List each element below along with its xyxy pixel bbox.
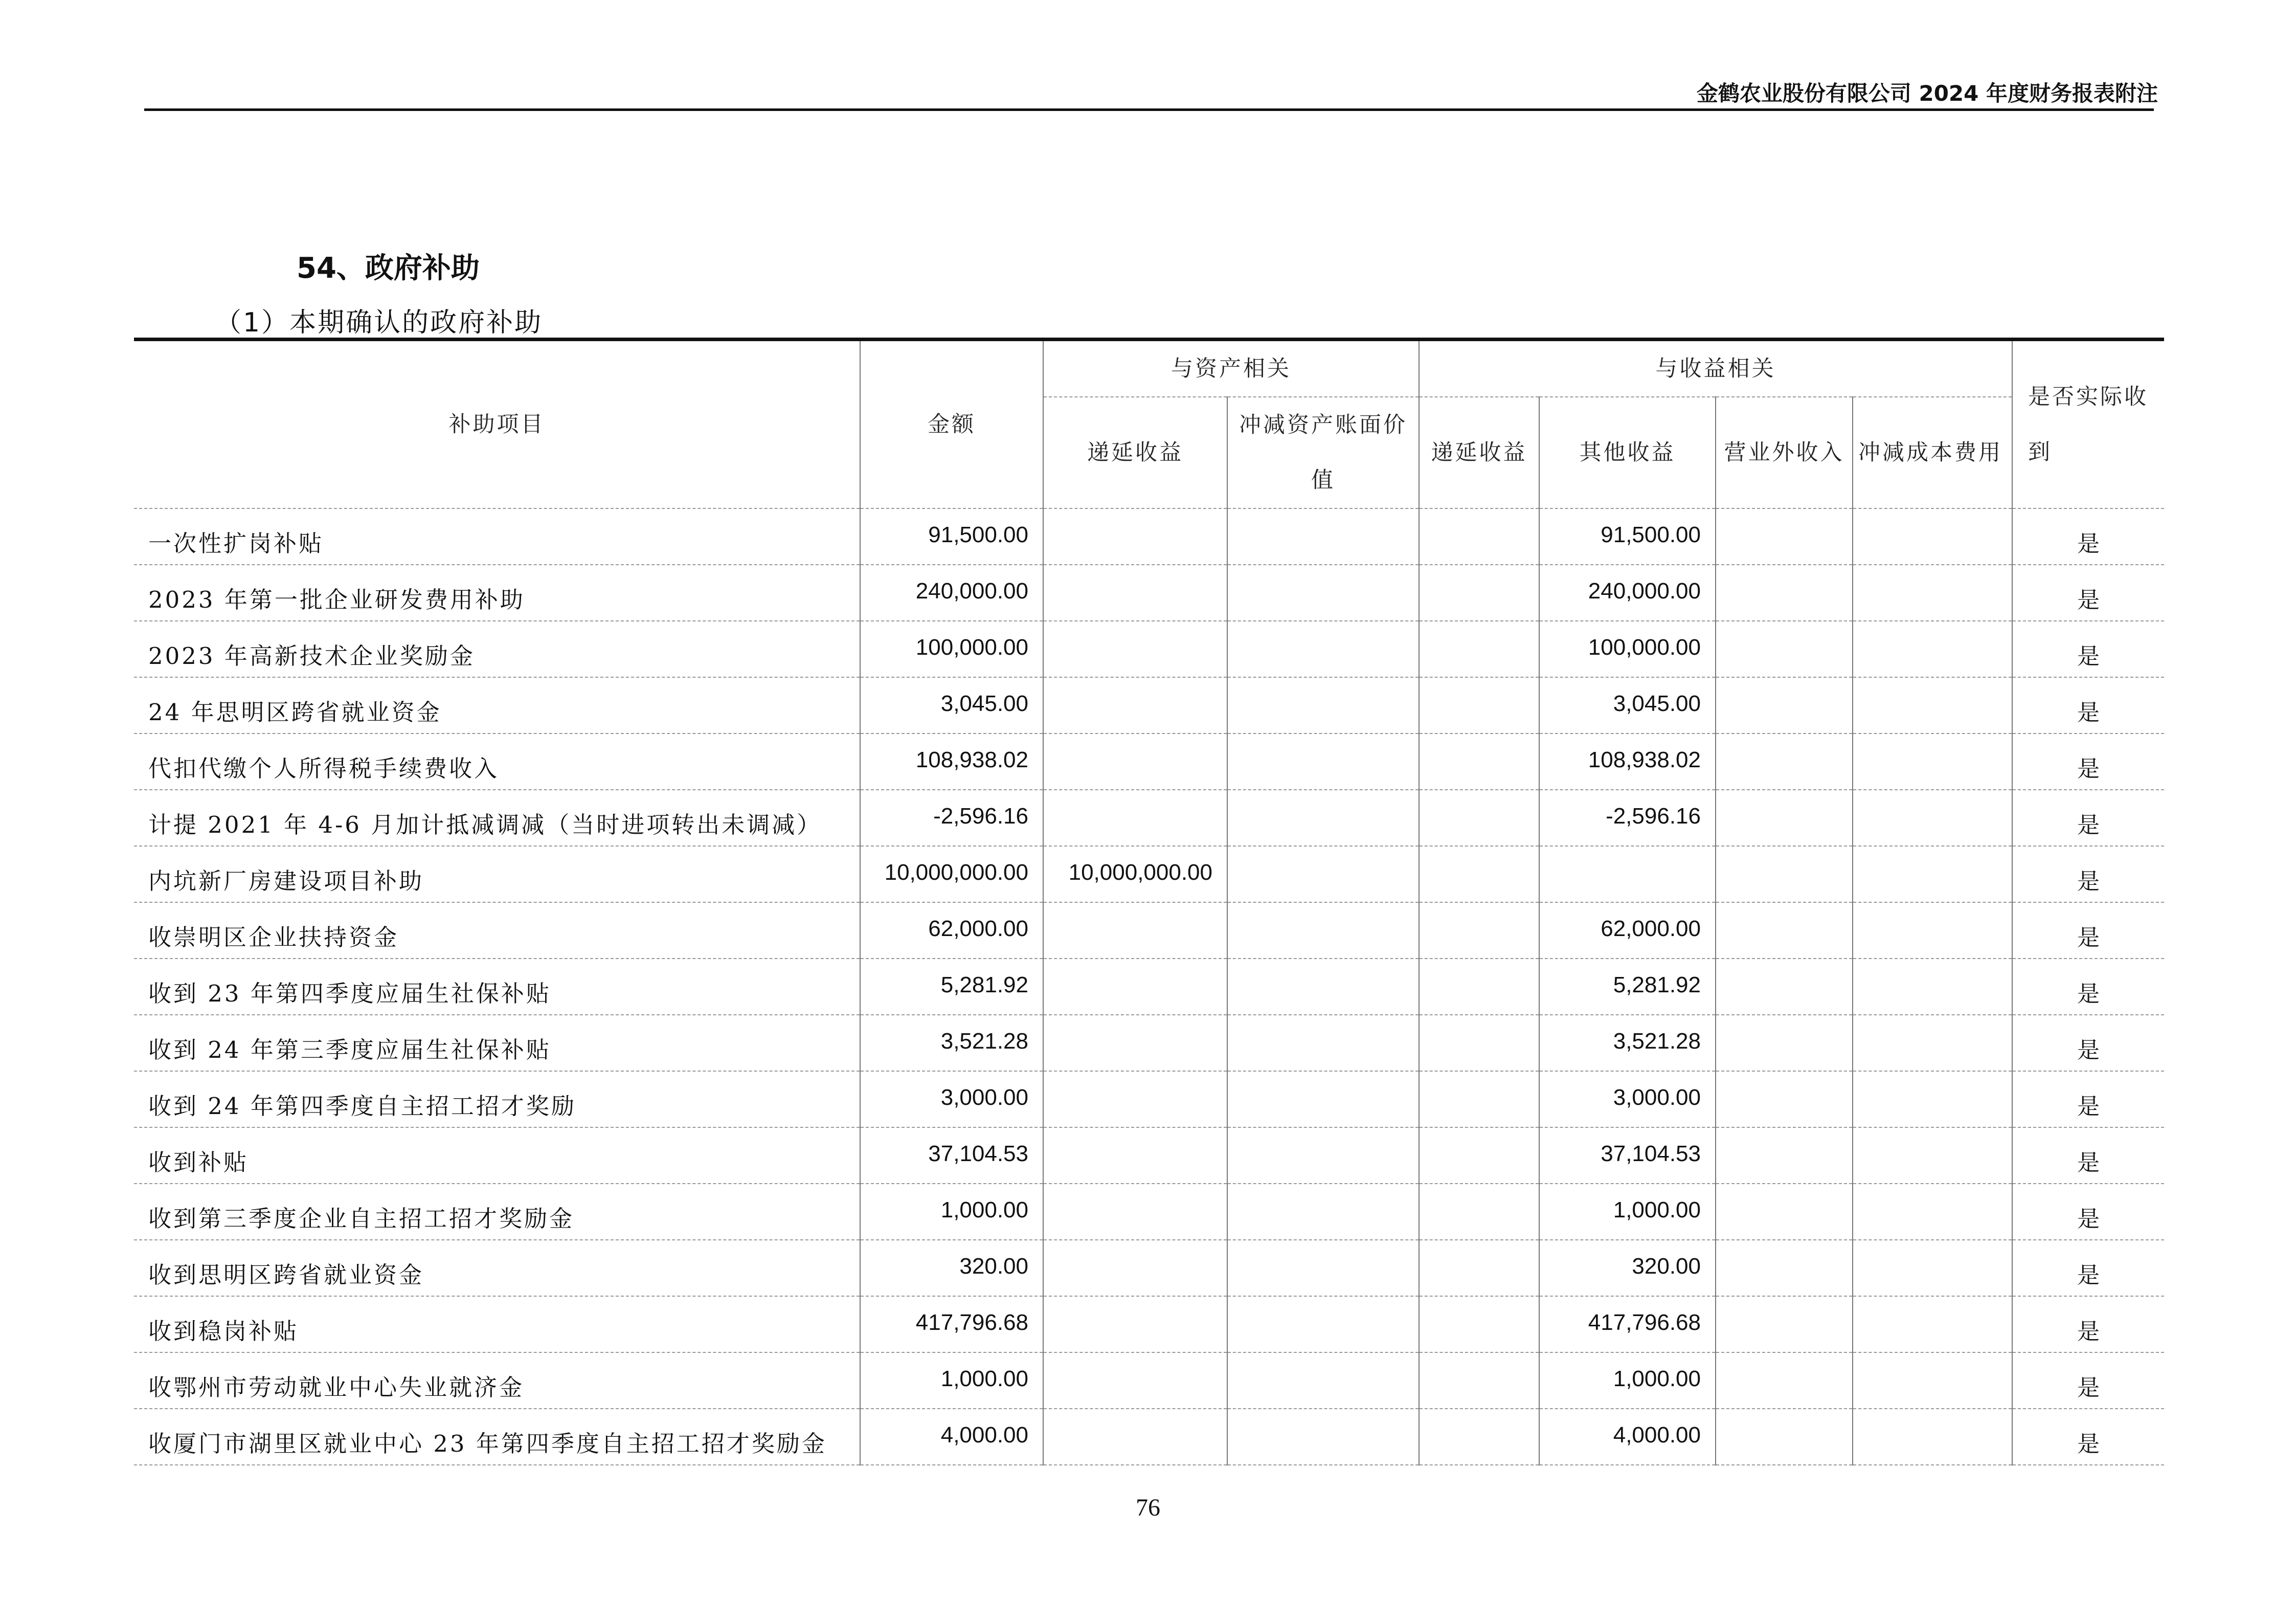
table-row [134, 677, 2164, 733]
cell-other-income: 417,796.68 [1539, 1296, 1716, 1352]
cell-other-income: 5,281.92 [1539, 959, 1716, 1015]
cell-non-operating [1716, 790, 1853, 846]
cell-income-deferred [1419, 1071, 1539, 1127]
cell-other-income: 4,000.00 [1539, 1409, 1716, 1465]
table-row [134, 508, 2164, 565]
cell-asset-offset [1227, 959, 1419, 1015]
cell-amount: 10,000,000.00 [860, 846, 1043, 902]
cell-amount: 4,000.00 [860, 1409, 1043, 1465]
cell-received: 是 [2012, 1352, 2164, 1409]
cell-cost-offset [1853, 565, 2012, 621]
report-header-title: 金鹤农业股份有限公司 2024 年度财务报表附注 [1696, 81, 2158, 106]
cell-income-deferred [1419, 902, 1539, 959]
cell-received: 是 [2012, 1071, 2164, 1127]
header-received: 是否实际收到 [2012, 340, 2164, 509]
cell-amount: 3,521.28 [860, 1015, 1043, 1071]
cell-received: 是 [2012, 1409, 2164, 1465]
cell-item: 内坑新厂房建设项目补助 [134, 846, 860, 902]
header-asset-offset: 冲减资产账面价值 [1227, 397, 1419, 508]
header-amount: 金额 [860, 340, 1043, 509]
cell-amount: 1,000.00 [860, 1352, 1043, 1409]
cell-non-operating [1716, 1184, 1853, 1240]
government-subsidy-table-wrapper [134, 338, 2164, 1465]
cell-asset-offset [1227, 508, 1419, 565]
cell-income-deferred [1419, 1352, 1539, 1409]
cell-non-operating [1716, 1127, 1853, 1184]
table-row [134, 902, 2164, 959]
cell-amount: 100,000.00 [860, 621, 1043, 677]
cell-income-deferred [1419, 1127, 1539, 1184]
cell-asset-offset [1227, 733, 1419, 790]
cell-income-deferred [1419, 1240, 1539, 1296]
cell-item: 收到稳岗补贴 [134, 1296, 860, 1352]
cell-cost-offset [1853, 677, 2012, 733]
cell-asset-deferred [1043, 1071, 1227, 1127]
cell-other-income [1539, 846, 1716, 902]
cell-item: 收到 24 年第三季度应届生社保补贴 [134, 1015, 860, 1071]
table-row [134, 565, 2164, 621]
cell-other-income: 1,000.00 [1539, 1184, 1716, 1240]
cell-non-operating [1716, 846, 1853, 902]
cell-cost-offset [1853, 1071, 2012, 1127]
cell-non-operating [1716, 1409, 1853, 1465]
cell-item: 收崇明区企业扶持资金 [134, 902, 860, 959]
cell-amount: 3,000.00 [860, 1071, 1043, 1127]
cell-amount: 62,000.00 [860, 902, 1043, 959]
cell-item: 收厦门市湖里区就业中心 23 年第四季度自主招工招才奖励金 [134, 1409, 860, 1465]
cell-amount: 417,796.68 [860, 1296, 1043, 1352]
cell-asset-deferred: 10,000,000.00 [1043, 846, 1227, 902]
cell-amount: 1,000.00 [860, 1184, 1043, 1240]
cell-asset-offset [1227, 846, 1419, 902]
cell-item: 24 年思明区跨省就业资金 [134, 677, 860, 733]
header-non-operating: 营业外收入 [1716, 397, 1853, 508]
table-row [134, 846, 2164, 902]
cell-item: 代扣代缴个人所得税手续费收入 [134, 733, 860, 790]
header-item: 补助项目 [134, 340, 860, 509]
cell-asset-offset [1227, 1240, 1419, 1296]
cell-income-deferred [1419, 1409, 1539, 1465]
cell-income-deferred [1419, 565, 1539, 621]
cell-non-operating [1716, 565, 1853, 621]
cell-asset-offset [1227, 1015, 1419, 1071]
cell-asset-deferred [1043, 1296, 1227, 1352]
table-row [134, 1071, 2164, 1127]
cell-income-deferred [1419, 677, 1539, 733]
cell-non-operating [1716, 621, 1853, 677]
cell-non-operating [1716, 1240, 1853, 1296]
cell-item: 收到 23 年第四季度应届生社保补贴 [134, 959, 860, 1015]
cell-cost-offset [1853, 733, 2012, 790]
cell-income-deferred [1419, 959, 1539, 1015]
cell-asset-deferred [1043, 1127, 1227, 1184]
cell-non-operating [1716, 508, 1853, 565]
cell-asset-deferred [1043, 1184, 1227, 1240]
header-income-deferred: 递延收益 [1419, 397, 1539, 508]
cell-other-income: 91,500.00 [1539, 508, 1716, 565]
cell-asset-offset [1227, 1127, 1419, 1184]
cell-asset-offset [1227, 790, 1419, 846]
cell-cost-offset [1853, 1352, 2012, 1409]
cell-asset-deferred [1043, 790, 1227, 846]
cell-asset-deferred [1043, 1352, 1227, 1409]
cell-item: 收到思明区跨省就业资金 [134, 1240, 860, 1296]
cell-item: 2023 年第一批企业研发费用补助 [134, 565, 860, 621]
table-row [134, 733, 2164, 790]
cell-other-income: 1,000.00 [1539, 1352, 1716, 1409]
cell-amount: 91,500.00 [860, 508, 1043, 565]
cell-cost-offset [1853, 1409, 2012, 1465]
cell-asset-deferred [1043, 677, 1227, 733]
cell-cost-offset [1853, 902, 2012, 959]
cell-amount: -2,596.16 [860, 790, 1043, 846]
cell-income-deferred [1419, 508, 1539, 565]
cell-other-income: 320.00 [1539, 1240, 1716, 1296]
cell-received: 是 [2012, 846, 2164, 902]
table-body [134, 508, 2164, 1465]
cell-cost-offset [1853, 1296, 2012, 1352]
cell-received: 是 [2012, 1240, 2164, 1296]
table-row [134, 621, 2164, 677]
cell-non-operating [1716, 1015, 1853, 1071]
cell-received: 是 [2012, 1015, 2164, 1071]
cell-asset-offset [1227, 677, 1419, 733]
cell-amount: 320.00 [860, 1240, 1043, 1296]
cell-non-operating [1716, 733, 1853, 790]
cell-item: 一次性扩岗补贴 [134, 508, 860, 565]
cell-cost-offset [1853, 508, 2012, 565]
cell-asset-offset [1227, 565, 1419, 621]
cell-other-income: 240,000.00 [1539, 565, 1716, 621]
header-cost-offset: 冲减成本费用 [1853, 397, 2012, 508]
header-income-related: 与收益相关 [1419, 340, 2012, 397]
cell-income-deferred [1419, 1015, 1539, 1071]
cell-received: 是 [2012, 677, 2164, 733]
cell-received: 是 [2012, 1296, 2164, 1352]
cell-non-operating [1716, 1071, 1853, 1127]
cell-asset-deferred [1043, 1240, 1227, 1296]
cell-non-operating [1716, 959, 1853, 1015]
cell-item: 收到第三季度企业自主招工招才奖励金 [134, 1184, 860, 1240]
cell-non-operating [1716, 1352, 1853, 1409]
cell-other-income: -2,596.16 [1539, 790, 1716, 846]
header-asset-related: 与资产相关 [1043, 340, 1419, 397]
cell-income-deferred [1419, 1296, 1539, 1352]
cell-non-operating [1716, 1296, 1853, 1352]
table-row [134, 1296, 2164, 1352]
section-subtitle: （1）本期确认的政府补助 [215, 307, 543, 338]
cell-asset-deferred [1043, 565, 1227, 621]
cell-cost-offset [1853, 959, 2012, 1015]
cell-amount: 240,000.00 [860, 565, 1043, 621]
cell-cost-offset [1853, 1184, 2012, 1240]
cell-item: 收鄂州市劳动就业中心失业就济金 [134, 1352, 860, 1409]
cell-other-income: 62,000.00 [1539, 902, 1716, 959]
cell-received: 是 [2012, 1184, 2164, 1240]
cell-received: 是 [2012, 1127, 2164, 1184]
cell-amount: 3,045.00 [860, 677, 1043, 733]
table-row [134, 1127, 2164, 1184]
cell-cost-offset [1853, 1127, 2012, 1184]
cell-non-operating [1716, 677, 1853, 733]
cell-received: 是 [2012, 508, 2164, 565]
cell-cost-offset [1853, 1240, 2012, 1296]
cell-non-operating [1716, 902, 1853, 959]
government-subsidy-table [134, 338, 2164, 1465]
cell-cost-offset [1853, 790, 2012, 846]
cell-asset-deferred [1043, 1409, 1227, 1465]
cell-amount: 108,938.02 [860, 733, 1043, 790]
cell-received: 是 [2012, 565, 2164, 621]
cell-cost-offset [1853, 621, 2012, 677]
cell-item: 计提 2021 年 4-6 月加计抵减调减（当时进项转出未调减） [134, 790, 860, 846]
cell-asset-offset [1227, 1296, 1419, 1352]
cell-item: 收到 24 年第四季度自主招工招才奖励 [134, 1071, 860, 1127]
table-row [134, 1352, 2164, 1409]
table-row [134, 790, 2164, 846]
cell-asset-offset [1227, 1352, 1419, 1409]
page-number: 76 [1136, 1494, 1160, 1521]
cell-other-income: 3,045.00 [1539, 677, 1716, 733]
cell-asset-deferred [1043, 621, 1227, 677]
cell-item: 收到补贴 [134, 1127, 860, 1184]
table-row [134, 1015, 2164, 1071]
table-row [134, 1409, 2164, 1465]
cell-asset-offset [1227, 1409, 1419, 1465]
cell-asset-deferred [1043, 1015, 1227, 1071]
table-row [134, 959, 2164, 1015]
cell-other-income: 37,104.53 [1539, 1127, 1716, 1184]
cell-asset-deferred [1043, 733, 1227, 790]
cell-income-deferred [1419, 790, 1539, 846]
cell-asset-offset [1227, 621, 1419, 677]
cell-cost-offset [1853, 846, 2012, 902]
cell-other-income: 3,000.00 [1539, 1071, 1716, 1127]
cell-received: 是 [2012, 733, 2164, 790]
cell-income-deferred [1419, 846, 1539, 902]
cell-income-deferred [1419, 733, 1539, 790]
cell-amount: 5,281.92 [860, 959, 1043, 1015]
cell-received: 是 [2012, 959, 2164, 1015]
cell-received: 是 [2012, 902, 2164, 959]
cell-income-deferred [1419, 1184, 1539, 1240]
header-divider [144, 108, 2154, 111]
header-other-income: 其他收益 [1539, 397, 1716, 508]
cell-item: 2023 年高新技术企业奖励金 [134, 621, 860, 677]
cell-received: 是 [2012, 621, 2164, 677]
header-asset-deferred: 递延收益 [1043, 397, 1227, 508]
table-row [134, 1184, 2164, 1240]
cell-cost-offset [1853, 1015, 2012, 1071]
cell-income-deferred [1419, 621, 1539, 677]
cell-other-income: 108,938.02 [1539, 733, 1716, 790]
cell-received: 是 [2012, 790, 2164, 846]
cell-amount: 37,104.53 [860, 1127, 1043, 1184]
cell-asset-offset [1227, 1071, 1419, 1127]
cell-asset-deferred [1043, 508, 1227, 565]
cell-other-income: 100,000.00 [1539, 621, 1716, 677]
table-row [134, 1240, 2164, 1296]
cell-asset-deferred [1043, 902, 1227, 959]
cell-asset-offset [1227, 902, 1419, 959]
section-title: 54、政府补助 [297, 252, 480, 285]
cell-other-income: 3,521.28 [1539, 1015, 1716, 1071]
cell-asset-offset [1227, 1184, 1419, 1240]
cell-asset-deferred [1043, 959, 1227, 1015]
